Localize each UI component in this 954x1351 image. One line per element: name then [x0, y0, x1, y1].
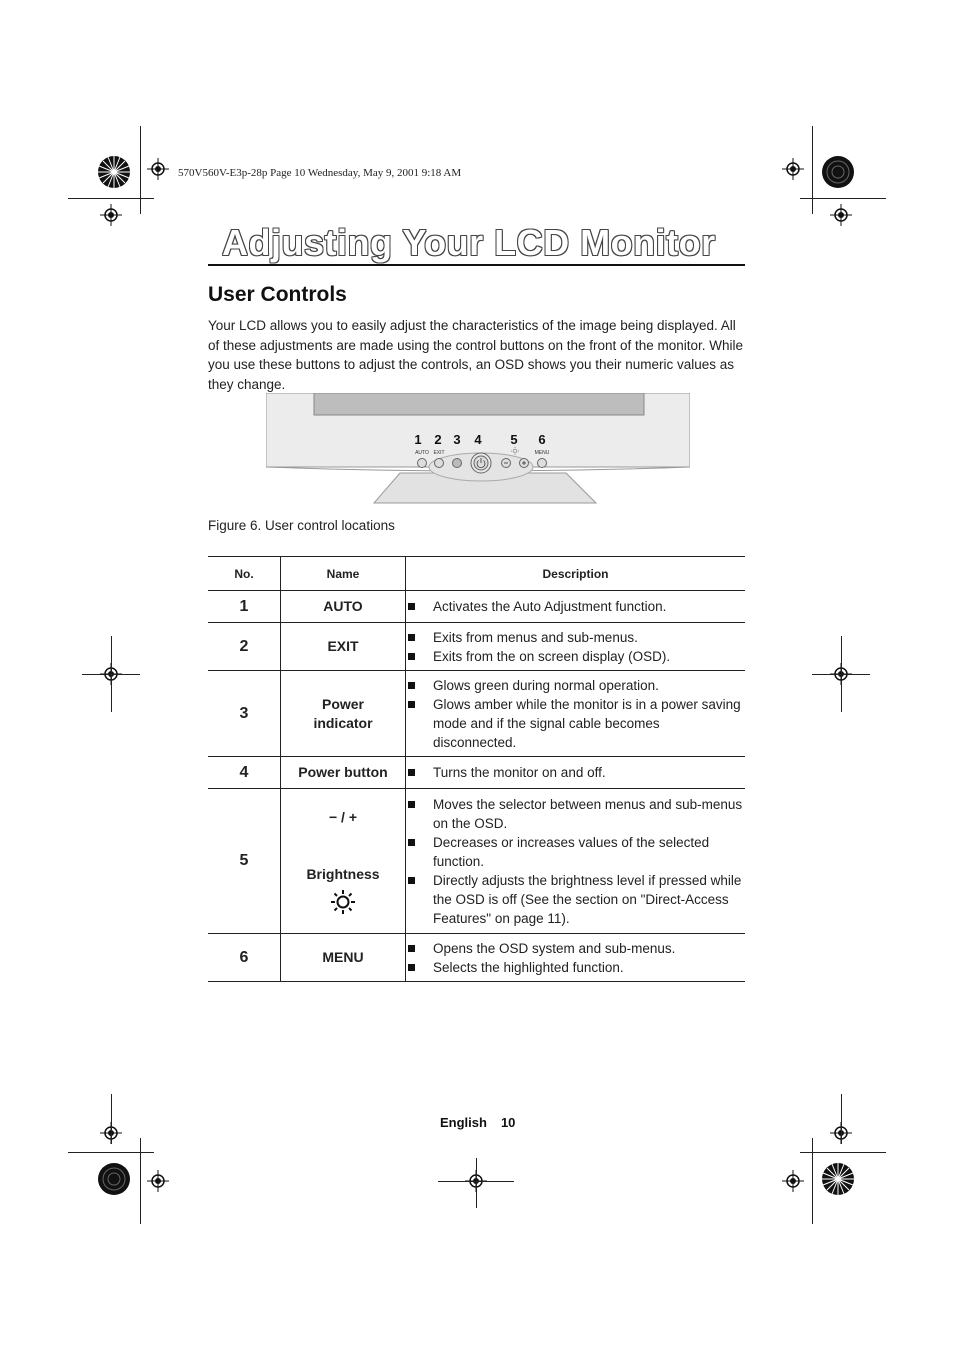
table-row [208, 757, 745, 789]
control-name: AUTO [281, 591, 406, 623]
figure-number: 6 [538, 432, 546, 447]
crop-mark [82, 674, 140, 675]
row-number: 6 [208, 934, 281, 982]
description-item [406, 647, 745, 666]
page-number: 10 [500, 1115, 516, 1130]
crop-mark [812, 1138, 813, 1224]
control-name: Power button [281, 757, 406, 789]
crop-mark [841, 1094, 842, 1144]
description-item [406, 763, 745, 782]
registration-mark-icon [782, 1170, 804, 1192]
description-text: Directly adjusts the brightness level if pressed while the OSD is off (See the section on "Direct-Access Features" on page 11). [433, 872, 742, 926]
table-row [208, 789, 745, 934]
control-description [406, 591, 746, 623]
control-name [281, 671, 406, 757]
description-text: Exits from the on screen display (OSD). [433, 648, 671, 664]
description-item [406, 939, 745, 958]
bullet-icon [408, 634, 415, 641]
crop-mark [812, 674, 870, 675]
description-item [406, 676, 745, 695]
table-row [208, 591, 745, 623]
print-slug: 570V560V-E3p-28p Page 10 Wednesday, May 9, 2001 9:18 AM [178, 167, 462, 179]
row-number: 3 [208, 671, 281, 757]
description-item [406, 871, 745, 928]
bullet-icon [408, 801, 415, 808]
bullet-icon [408, 945, 415, 952]
description-text: Glows green during normal operation. [433, 677, 659, 693]
crop-mark [812, 126, 813, 214]
control-description [406, 934, 746, 982]
table-row [208, 671, 745, 757]
description-item [406, 958, 745, 977]
crop-mark [68, 1152, 154, 1153]
star-target-icon [821, 1162, 855, 1196]
title-rule [208, 264, 745, 266]
crop-mark [140, 1138, 141, 1224]
description-text: Moves the selector between menus and sub-menus on the OSD. [433, 796, 743, 831]
crop-mark [68, 198, 154, 199]
figure-button-label: AUTO [415, 450, 429, 456]
control-description [406, 789, 746, 934]
column-header-no: No. [208, 557, 281, 591]
description-text: Selects the highlighted function. [433, 959, 624, 975]
crop-mark [140, 126, 141, 214]
description-text: Opens the OSD system and sub-menus. [433, 940, 676, 956]
description-item [406, 695, 745, 752]
registration-mark-icon [147, 1170, 169, 1192]
description-item [406, 795, 745, 833]
crop-mark [476, 1158, 477, 1208]
page-title: Adjusting Your LCD Monitor [222, 222, 716, 263]
registration-mark-icon [100, 204, 122, 226]
star-target-icon [97, 155, 131, 189]
control-name [281, 789, 406, 934]
registration-mark-icon [147, 158, 169, 180]
section-heading: User Controls [208, 283, 347, 306]
figure-number: 4 [474, 432, 482, 447]
description-item [406, 628, 745, 647]
star-target-icon [97, 1162, 131, 1196]
bullet-icon [408, 603, 415, 610]
bullet-icon [408, 964, 415, 971]
control-description [406, 757, 746, 789]
bullet-icon [408, 701, 415, 708]
row-number: 2 [208, 623, 281, 671]
monitor-controls-illustration [266, 393, 690, 505]
description-item [406, 597, 745, 616]
control-description [406, 623, 746, 671]
page-footer [440, 1115, 515, 1130]
control-name-text: Power indicator [313, 695, 373, 731]
registration-mark-icon [782, 158, 804, 180]
table-row [208, 623, 745, 671]
figure-number: 5 [510, 432, 518, 447]
crop-mark [111, 1094, 112, 1144]
description-text: Exits from menus and sub-menus. [433, 629, 638, 645]
description-text: Glows amber while the monitor is in a power saving mode and if the signal cable becomes disconnected. [433, 696, 741, 750]
description-text: Turns the monitor on and off. [433, 765, 606, 780]
figure-button-label: MENU [534, 450, 550, 456]
table-row [208, 934, 745, 982]
column-header-description: Description [406, 557, 746, 591]
footer-language: English [440, 1115, 487, 1130]
column-header-name: Name [281, 557, 406, 591]
bullet-icon [408, 653, 415, 660]
bullet-icon [408, 769, 415, 776]
figure-button-label: EXIT [433, 450, 445, 456]
star-target-icon [821, 155, 855, 189]
control-name: EXIT [281, 623, 406, 671]
figure-number: 2 [434, 432, 442, 447]
brightness-label: Brightness [306, 866, 380, 882]
intro-paragraph: Your LCD allows you to easily adjust the characteristics of the image being displayed. All of these adjustments are made using the control buttons on the front of the monitor. While you use these buttons to adjust the controls, an OSD shows you their numeric values as they change. [208, 318, 744, 392]
figure-number: 1 [414, 432, 422, 447]
control-description [406, 671, 746, 757]
row-number: 4 [208, 757, 281, 789]
table-header-row [208, 557, 745, 591]
bullet-icon [408, 877, 415, 884]
figure-number: 3 [453, 432, 461, 447]
brightness-sun-icon [331, 890, 355, 914]
bullet-icon [408, 682, 415, 689]
description-text: Decreases or increases values of the selected function. [433, 834, 710, 869]
row-number: 5 [208, 789, 281, 934]
description-text: Activates the Auto Adjustment function. [433, 599, 667, 614]
bullet-icon [408, 839, 415, 846]
figure-caption: Figure 6. User control locations [208, 518, 395, 533]
description-item [406, 833, 745, 871]
control-name: MENU [281, 934, 406, 982]
minus-plus-label: − / + [328, 809, 358, 825]
user-controls-table [208, 556, 745, 982]
registration-mark-icon [830, 204, 852, 226]
row-number: 1 [208, 591, 281, 623]
